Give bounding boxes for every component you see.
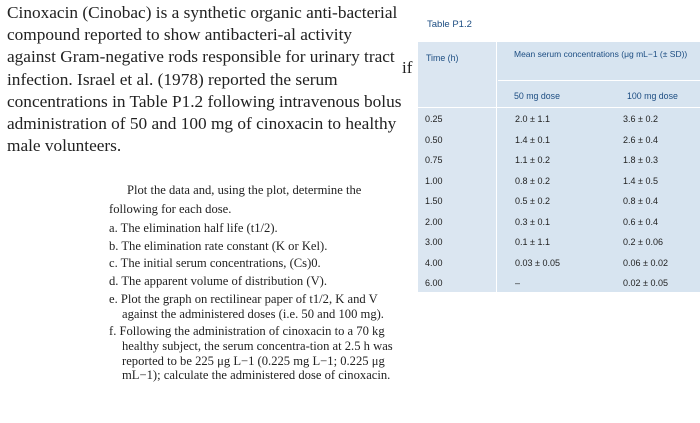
- time-cell: 0.75: [425, 155, 443, 165]
- time-cell: 4.00: [425, 257, 443, 268]
- time-cell: 3.00: [425, 237, 443, 247]
- table-title: Table P1.2: [427, 19, 472, 30]
- task-item-f: f. Following the administration of cinoxacin to a 70 kg healthy subject, the serum concentra-tion at 2.5 h was reported to be 225 μg L−1 (0.225 mg L−1; 0.225 μg mL−1); calculate the administered dose of cinoxacin.: [109, 324, 393, 383]
- dose-50-header: 50 mg dose: [514, 91, 560, 101]
- task-instructions: Plot the data and, using the plot, determine the following for each dose.: [109, 183, 362, 216]
- task-item-b: b. The elimination rate constant (K or Kel).: [109, 238, 328, 253]
- time-cell: 1.00: [425, 175, 443, 186]
- dose-100-header: 100 mg dose: [627, 91, 678, 101]
- header-divider: [498, 80, 700, 81]
- cropped-text-fragment: if: [402, 58, 413, 77]
- table-row: [418, 114, 700, 136]
- dose-100-cell: 0.06 ± 0.02: [623, 257, 668, 268]
- table-row: [418, 196, 700, 218]
- dose-100-cell: 1.8 ± 0.3: [623, 155, 658, 165]
- dose-50-cell: 0.1 ± 1.1: [515, 237, 550, 247]
- dose-100-cell: 0.6 ± 0.4: [623, 216, 658, 227]
- table-row: [418, 135, 700, 157]
- time-cell: 6.00: [425, 278, 443, 288]
- dose-100-cell: 2.6 ± 0.4: [623, 134, 658, 145]
- time-cell: 0.50: [425, 134, 443, 145]
- body-divider: [418, 107, 700, 108]
- dose-50-cell: 0.8 ± 0.2: [515, 175, 550, 186]
- dose-100-cell: 0.2 ± 0.06: [623, 237, 663, 247]
- table-row: [418, 155, 700, 177]
- dose-100-cell: 1.4 ± 0.5: [623, 175, 658, 186]
- dose-100-cell: 0.02 ± 0.05: [623, 278, 668, 288]
- time-column-header: Time (h): [426, 53, 459, 63]
- table-row: [418, 237, 700, 259]
- task-item-e: e. Plot the graph on rectilinear paper of t1/2, K and V against the administered doses (i.e. 50 and 100 mg).: [109, 291, 384, 321]
- table-row: [418, 217, 700, 239]
- dose-100-cell: 0.8 ± 0.4: [623, 196, 658, 206]
- table-row: [418, 258, 700, 280]
- time-cell: 1.50: [425, 196, 443, 206]
- dose-50-cell: 2.0 ± 1.1: [515, 114, 550, 124]
- task-list: [109, 221, 407, 386]
- time-cell: 2.00: [425, 216, 443, 227]
- table-row: [418, 176, 700, 198]
- task-item-c: c. The initial serum concentrations, (Cs)0.: [109, 256, 321, 271]
- intro-paragraph-block: [7, 2, 402, 157]
- table-row: [418, 278, 700, 300]
- dose-50-cell: 1.4 ± 0.1: [515, 134, 550, 145]
- time-cell: 0.25: [425, 114, 443, 124]
- dose-50-cell: 0.5 ± 0.2: [515, 196, 550, 206]
- dose-50-cell: 1.1 ± 0.2: [515, 155, 550, 165]
- data-table-panel: [418, 0, 700, 292]
- dose-50-cell: 0.03 ± 0.05: [515, 257, 560, 268]
- dose-50-cell: –: [515, 278, 521, 288]
- dose-100-cell: 3.6 ± 0.2: [623, 114, 658, 124]
- task-item-a: a. The elimination half life (t1/2).: [109, 221, 278, 235]
- dose-50-cell: 0.3 ± 0.1: [515, 216, 550, 227]
- intro-paragraph: Cinoxacin (Cinobac) is a synthetic organic anti-bacterial compound reported to show antibacteri-al activity against Gram-negative rods responsible for urinary tract infection. Israel et al. (1978) reported the serum concentrations in Table P1.2 following intravenous bolus administration of 50 and 100 mg of cinoxacin to healthy male volunteers.: [7, 3, 402, 156]
- concentration-column-header: Mean serum concentrations (μg mL−1 (± SD)): [514, 49, 688, 59]
- task-item-d: d. The apparent volume of distribution (V).: [109, 274, 328, 289]
